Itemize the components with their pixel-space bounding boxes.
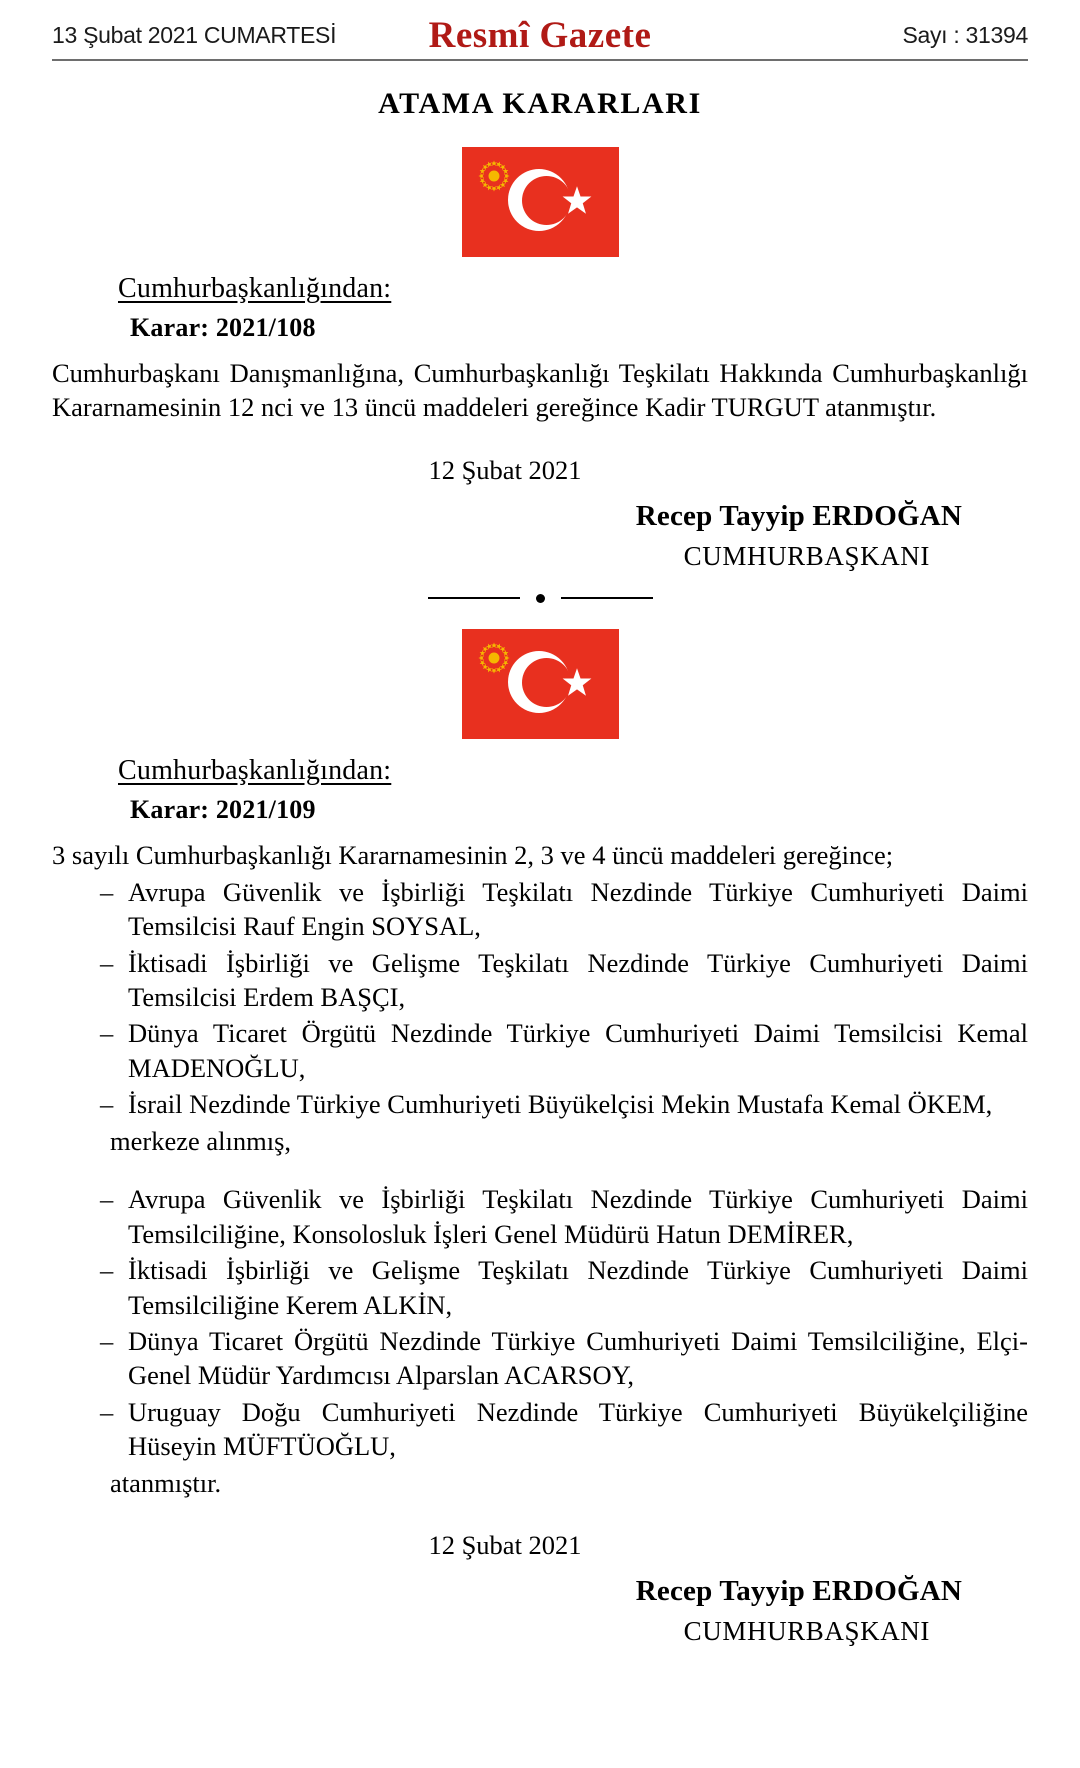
turkish-flag-icon (462, 629, 619, 739)
list-item-text: Avrupa Güvenlik ve İşbirliği Teşkilatı Nezdinde Türkiye Cumhuriyeti Daimi Temsilciliğine, Konsolosluk İşleri Genel Müdürü Hatun DEMİRER, (128, 1184, 1028, 1249)
decree-signatory-name-2: Recep Tayyip ERDOĞAN (635, 1575, 962, 1608)
list-item-text: Dünya Ticaret Örgütü Nezdinde Türkiye Cumhuriyeti Daimi Temsilcisi Kemal MADENOĞLU, (128, 1018, 1028, 1083)
list-item (98, 1016, 1028, 1085)
emblem-container-2 (0, 629, 1080, 739)
decree-block-1 (0, 261, 1080, 572)
decree-block-2 (0, 743, 1080, 1647)
decree-signatory-role-1: CUMHURBAŞKANI (683, 540, 930, 571)
decree-signatory-name-1: Recep Tayyip ERDOĞAN (635, 499, 962, 532)
ornament-left-bar (428, 597, 520, 599)
list-item (98, 875, 1028, 944)
masthead (0, 0, 1080, 56)
list-dash-icon: – (100, 1184, 114, 1215)
decree-intro-2: 3 sayılı Cumhurbaşkanlığı Kararnamesinin 2, 3 ve 4 üncü maddeleri gereğince; (52, 839, 894, 870)
ornament-dot-icon (536, 594, 545, 603)
list-dash-icon: – (100, 1018, 114, 1049)
list-item (98, 1253, 1028, 1322)
decree-sign-date-2: 12 Şubat 2021 (428, 1530, 582, 1561)
list-item (98, 946, 1028, 1015)
list-item-text: Uruguay Doğu Cumhuriyeti Nezdinde Türkiye Cumhuriyeti Büyükelçiliğine Hüseyin MÜFTÜOĞLU, (128, 1396, 1028, 1462)
turkish-flag-icon (462, 147, 619, 257)
list-dash-icon: – (100, 1396, 114, 1427)
list-dash-icon: – (100, 1325, 114, 1356)
ornament-right-bar (561, 597, 653, 599)
decree-number-2: Karar: 2021/109 (130, 794, 316, 824)
list-item-text: Avrupa Güvenlik ve İşbirliği Teşkilatı Nezdinde Türkiye Cumhuriyeti Daimi Temsilcisi Rauf Engin SOYSAL, (128, 876, 1028, 942)
section-title: ATAMA KARARLARI (378, 87, 702, 120)
masthead-date: 13 Şubat 2021 CUMARTESİ (52, 22, 337, 48)
list-item (98, 1395, 1028, 1464)
released-group-closing-text: merkeze alınmış, (110, 1125, 292, 1156)
emblem-container-1 (0, 147, 1080, 257)
masthead-title: Resmî Gazete (428, 15, 652, 56)
sun-star-ring-icon (473, 637, 515, 679)
list-item-text: İktisadi İşbirliği ve Gelişme Teşkilatı Nezdinde Türkiye Cumhuriyeti Daimi Temsilcisi Erdem BAŞÇI, (128, 947, 1028, 1013)
decree-issuer-label-2: Cumhurbaşkanlığından: (118, 754, 392, 786)
decree-sign-date-1: 12 Şubat 2021 (428, 454, 582, 485)
decree-number-1: Karar: 2021/108 (130, 313, 316, 342)
appointed-group-closing-text: atanmıştır. (110, 1467, 222, 1498)
list-item-text: Dünya Ticaret Örgütü Nezdinde Türkiye Cumhuriyeti Daimi Temsilciliğine, Elçi-Genel Müdür Yardımcısı Alparslan ACARSOY, (128, 1325, 1028, 1391)
list-dash-icon: – (100, 1089, 114, 1120)
list-dash-icon: – (100, 1255, 114, 1286)
list-item-text: İktisadi İşbirliği ve Gelişme Teşkilatı Nezdinde Türkiye Cumhuriyeti Daimi Temsilciliğine Kerem ALKİN, (128, 1255, 1028, 1320)
decree-body-1: Cumhurbaşkanı Danışmanlığına, Cumhurbaşkanlığı Teşkilatı Hakkında Cumhurbaşkanlığı Kararnamesinin 12 nci ve 13 üncü maddeleri gereğince Kadir TURGUT atanmıştır. (52, 358, 1028, 422)
list-dash-icon: – (100, 947, 114, 978)
decree-issuer-label-1: Cumhurbaşkanlığından: (118, 273, 392, 304)
masthead-issue-number: Sayı : 31394 (902, 22, 1028, 48)
appointment-list-released (40, 875, 1040, 1122)
list-item-text: İsrail Nezdinde Türkiye Cumhuriyeti Büyükelçisi Mekin Mustafa Kemal ÖKEM, (128, 1089, 993, 1120)
appointment-list-appointed (40, 1182, 1040, 1464)
list-item (98, 1087, 1028, 1121)
list-item (98, 1182, 1028, 1251)
list-dash-icon: – (100, 876, 114, 907)
list-item (98, 1324, 1028, 1393)
five-point-star-icon (561, 185, 593, 217)
decree-signatory-role-2: CUMHURBAŞKANI (683, 1616, 930, 1647)
section-ornament-divider (0, 594, 1080, 603)
five-point-star-icon (561, 667, 593, 699)
masthead-divider (52, 59, 1028, 61)
